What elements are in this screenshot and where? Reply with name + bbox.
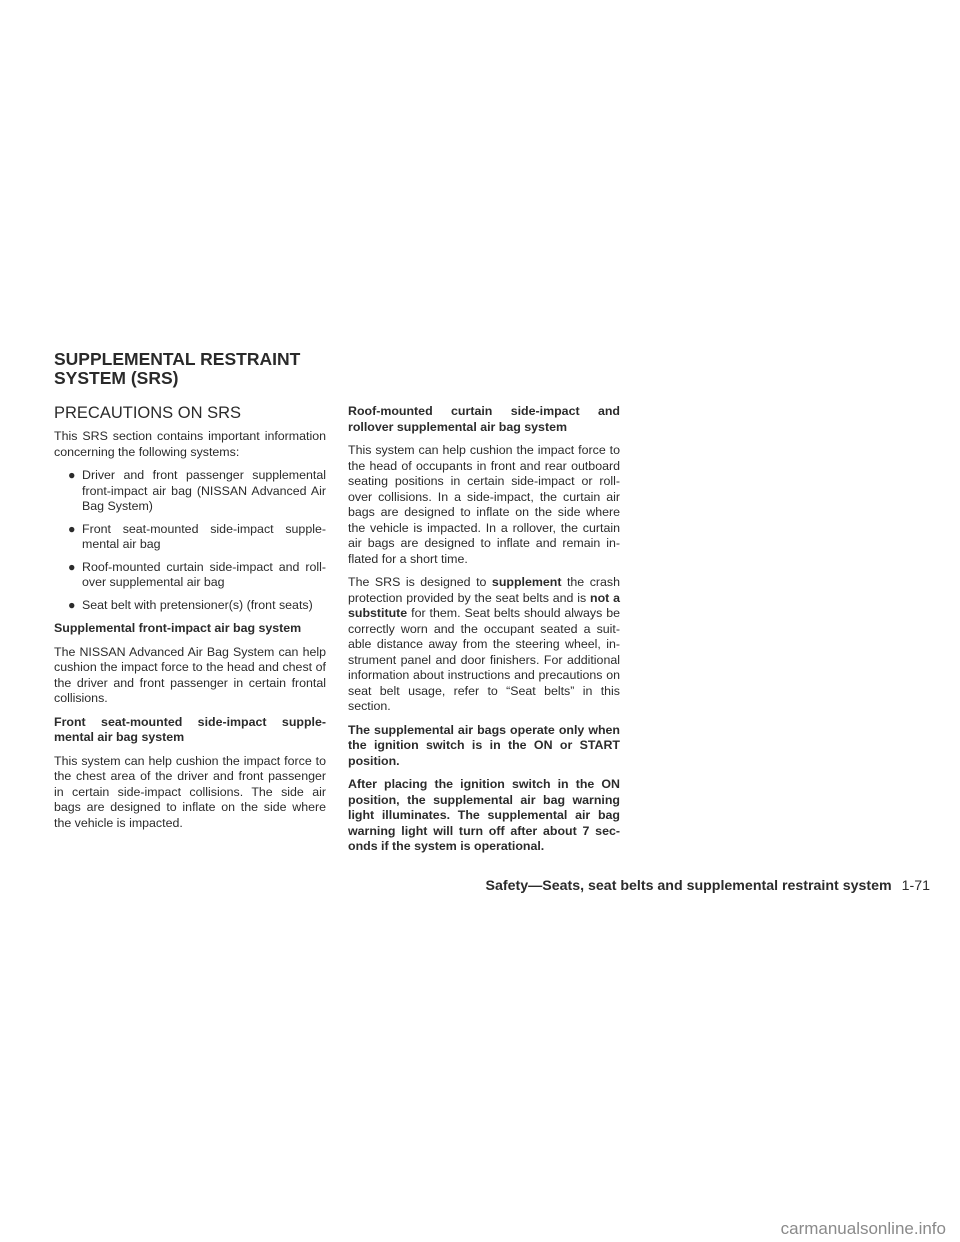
intro-paragraph: This SRS section contains important information concerning the following systems: <box>54 429 326 459</box>
list-item-text: Driver and front passenger supplemental front-impact air bag (NISSAN Advanced Air Bag System) <box>82 468 326 513</box>
section-title-line1: SUPPLEMENTAL RESTRAINT <box>54 349 301 369</box>
side-impact-heading: Front seat-mounted side-impact supple-mental air bag system <box>54 714 326 744</box>
list-item <box>54 560 326 591</box>
systems-list <box>54 468 326 613</box>
section-title-line2: SYSTEM (SRS) <box>54 368 179 388</box>
bullet-icon: ● <box>68 597 76 612</box>
list-item-text: Roof-mounted curtain side-impact and roll-over supplemental air bag <box>82 559 326 589</box>
srs-bold-not-a-substitute: not a substitute <box>348 590 620 620</box>
srs-text-1: The SRS is designed to <box>348 575 492 589</box>
page-footer <box>486 877 930 895</box>
list-item-text: Seat belt with pretensioner(s) (front seats) <box>82 597 313 612</box>
list-item <box>54 468 326 515</box>
list-item-text: Front seat-mounted side-impact supple-mental air bag <box>82 521 326 551</box>
front-impact-paragraph: The NISSAN Advanced Air Bag System can help cushion the impact force to the head and chest of the driver and front passenger in certain frontal collisions. <box>54 644 326 705</box>
precautions-heading: PRECAUTIONS ON SRS <box>54 404 242 422</box>
list-item <box>54 598 326 614</box>
srs-text-2: the crash protection provided by the seat belts and is <box>348 575 620 605</box>
bullet-icon: ● <box>68 559 76 574</box>
bullet-icon: ● <box>68 468 76 482</box>
right-column <box>348 404 620 863</box>
list-item <box>54 522 326 553</box>
left-column <box>54 404 326 839</box>
bullet-icon: ● <box>68 521 76 536</box>
ignition-warning: The supplemental air bags operate only when the ignition switch is in the ON or START position. <box>348 722 620 768</box>
warning-light-note: After placing the ignition switch in the ON position, the supplemental air bag warning light illuminates. The supplemental air bag warning light will turn off after about 7 sec-onds if the system is operational. <box>348 777 620 853</box>
srs-paragraph <box>348 575 620 715</box>
side-impact-paragraph: This system can help cushion the impact force to the chest area of the driver and front passenger in certain side-impact collisions. The side air bags are designed to inflate on the side where the vehicle is impacted. <box>54 753 326 830</box>
srs-text-3: for them. Seat belts should always be correctly worn and the occupant seated a suit-able distance away from the steering wheel, in-strument panel and door finishers. For additional information about instructions and precautions on seat belt usage, refer to “Seat belts” in this section. <box>348 606 620 713</box>
section-title <box>54 350 300 388</box>
chapter-title: Safety—Seats, seat belts and supplemental restraint system <box>485 878 892 894</box>
page-number: 1-71 <box>901 878 930 894</box>
srs-bold-supplement: supplement <box>491 575 562 589</box>
watermark: carmanualsonline.info <box>780 1219 946 1238</box>
curtain-heading: Roof-mounted curtain side-impact and rollover supplemental air bag system <box>348 404 620 434</box>
front-impact-heading: Supplemental front-impact air bag system <box>54 621 302 635</box>
curtain-paragraph: This system can help cushion the impact force to the head of occupants in front and rear outboard seating positions in certain side-impact or roll-over collisions. In a side-impact, the curtain air bags are designed to inflate on the side where the vehicle is impacted. In a rollover, the curtain air bags are designed to inflate and remain in-flated for a short time. <box>348 443 620 566</box>
